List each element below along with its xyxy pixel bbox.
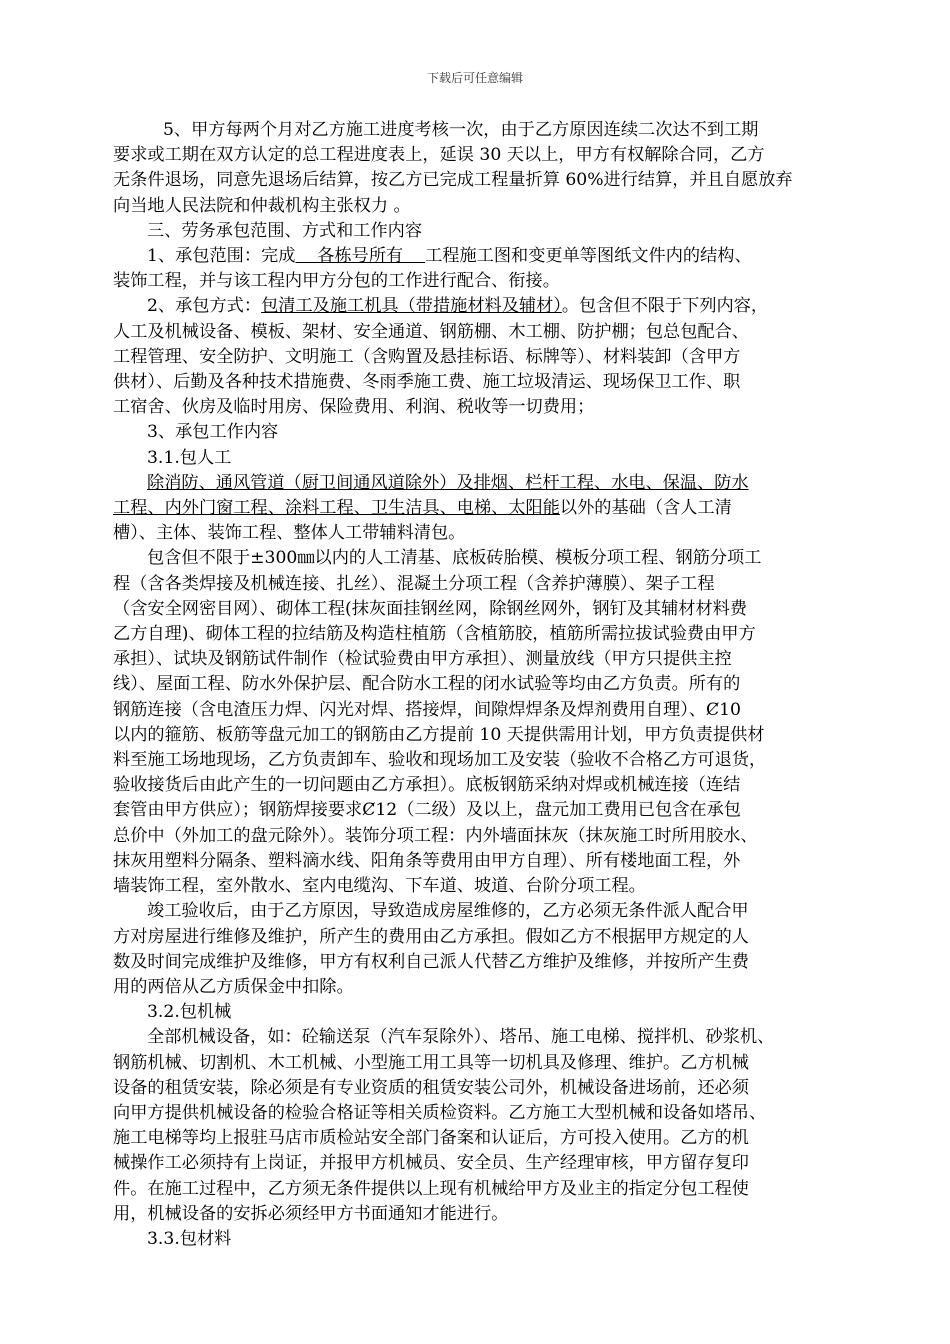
paragraph-line bbox=[113, 471, 848, 496]
text-run: 2、承包方式： bbox=[147, 296, 262, 317]
paragraph-line: 人工及机械设备、模板、架材、安全通道、钢筋棚、木工棚、防护棚；包总包配合、 bbox=[113, 321, 749, 342]
underlined-text: 工程、内外门窗工程、涂料工程、卫生洁具、电梯、太阳能 bbox=[113, 498, 560, 519]
paragraph-line: 5、甲方每两个月对乙方施工进度考核一次，由于乙方原因连续二次达不到工期 bbox=[163, 120, 759, 140]
subsection-heading: 3.1.包人工 bbox=[147, 447, 232, 468]
paragraph-line: （含安全网密目网）、砌体工程(抹灰面挂钢丝网，除钢丝网外，钢钉及其辅材材料费 bbox=[113, 598, 748, 619]
paragraph-line: 以内的箍筋、板筋等盘元加工的钢筋由乙方提前 10 天提供需用计划，甲方负责提供材 bbox=[113, 724, 765, 745]
paragraph-line: 设备的租赁安装，除必须是有专业资质的租赁安装公司外，机械设备进场前，还必须 bbox=[113, 1077, 749, 1098]
paragraph-line: 抹灰用塑料分隔条、塑料滴水线、阳角条等费用由甲方自理）、所有楼地面工程，外 bbox=[113, 850, 741, 871]
paragraph-line: 钢筋连接（含电渣压力焊、闪光对焊、搭接焊，间隙焊焊条及焊剂费用自理）、Ȼ10 bbox=[113, 699, 741, 720]
subsection-heading: 3.2.包机械 bbox=[147, 1002, 232, 1023]
paragraph-line: 无条件退场，同意先退场后结算，按乙方已完成工程量折算 60%进行结算，并且自愿放弃 bbox=[113, 170, 793, 191]
paragraph-line: 套管由甲方供应）；钢筋焊接要求Ȼ12（二级）及以上，盘元加工费用已包含在承包 bbox=[113, 800, 741, 821]
paragraph-line: 全部机械设备，如：砼输送泵（汽车泵除外）、塔吊、施工电梯、搅拌机、砂浆机、 bbox=[147, 1027, 775, 1048]
text-run: 工程施工图和变更单等图纸文件内的结构、 bbox=[425, 246, 752, 267]
text-run: 1、承包范围：完成 bbox=[147, 246, 296, 267]
paragraph-line: 向当地人民法院和仲裁机构主张权力 。 bbox=[113, 195, 411, 216]
underlined-text: 包清工及施工机具（带措施材料及辅材） bbox=[261, 296, 562, 317]
paragraph-line: 施工电梯等均上报驻马店市质检站安全部门备案和认证后，方可投入使用。乙方的机 bbox=[113, 1128, 749, 1149]
paragraph-line: 钢筋机械、切割机、木工机械、小型施工用工具等一切机具及修理、维护。乙方机械 bbox=[113, 1052, 749, 1073]
paragraph-line: 要求或工期在双方认定的总工程进度表上，延误 30 天以上，甲方有权解除合同，乙方 bbox=[113, 145, 765, 166]
paragraph-line: 乙方自理)、砌体工程的拉结筋及构造柱植筋（含植筋胶，植筋所需拉拔试验费由甲方 bbox=[113, 624, 756, 645]
paragraph-line: 数及时间完成维护及维修，甲方有权利自己派人代替乙方维护及维修，并按所产生费 bbox=[113, 951, 749, 972]
paragraph-line: 线）、屋面工程、防水外保护层、配合防水工程的闭水试验等均由乙方负责。所有的 bbox=[113, 674, 741, 695]
paragraph-line: 程（含各类焊接及机械连接、扎丝）、混凝土分项工程（含养护薄膜）、架子工程 bbox=[113, 573, 715, 594]
paragraph-line: 装饰工程，并与该工程内甲方分包的工作进行配合、衔接。 bbox=[113, 271, 560, 292]
paragraph-line: 验收接货后由此产生的一切问题由乙方承担）。底板钢筋采纳对焊或机械连接（连结 bbox=[113, 775, 741, 796]
paragraph-line: 承担）、试块及钢筋试件制作（检试验费由甲方承担）、测量放线（甲方只提供主控 bbox=[113, 649, 732, 670]
text-run: 以外的基础（含人工清 bbox=[559, 498, 732, 519]
paragraph-line: 件。在施工过程中，乙方须无条件提供以上现有机械给甲方及业主的指定分包工程使 bbox=[113, 1178, 749, 1199]
paragraph-line: 工程管理、安全防护、文明施工（含购置及悬挂标语、标牌等）、材料装卸（含甲方 bbox=[113, 346, 741, 367]
paragraph-line: 用的两倍从乙方质保金中扣除。 bbox=[113, 976, 354, 997]
paragraph-line: 用，机械设备的安拆必须经甲方书面通知才能进行。 bbox=[113, 1203, 509, 1224]
section-heading: 三、劳务承包范围、方式和工作内容 bbox=[147, 220, 423, 241]
paragraph-line: 械操作工必须持有上岗证，并报甲方机械员、安全员、生产经理审核，甲方留存复印 bbox=[113, 1153, 749, 1174]
subsection-heading: 3.3.包材料 bbox=[147, 1228, 232, 1249]
paragraph-line: 槽）、主体、装饰工程、整体人工带辅料清包。 bbox=[113, 523, 466, 544]
paragraph-line: 包含但不限于±300㎜以内的人工清基、底板砖胎模、模板分项工程、钢筋分项工 bbox=[147, 548, 762, 569]
text-run: 。包含但不限于下列内容， bbox=[561, 296, 769, 317]
paragraph-line: 竣工验收后，由于乙方原因，导致造成房屋维修的，乙方必须无条件派人配合甲 bbox=[147, 901, 749, 922]
paragraph-line: 墙装饰工程，室外散水、室内电缆沟、下车道、坡道、台阶分项工程。 bbox=[113, 876, 646, 897]
underlined-text: 各栋号所有 bbox=[295, 246, 426, 267]
paragraph-line: 工宿舍、伙房及临时用房、保险费用、利润、税收等一切费用； bbox=[113, 397, 595, 418]
underlined-text: 除消防、通风管道（厨卫间通风道除外）及排烟、栏杆工程、水电、保温、防水 bbox=[147, 472, 749, 493]
document-body bbox=[113, 118, 848, 1252]
paragraph-line: 方对房屋进行维修及维护，所产生的费用由乙方承担。假如乙方不根据甲方规定的人 bbox=[113, 926, 749, 947]
paragraph-line: 总价中（外加工的盘元除外）。装饰分项工程：内外墙面抹灰（抹灰施工时所用胶水、 bbox=[113, 825, 758, 846]
paragraph-line: 料至施工场地现场，乙方负责卸车、验收和现场加工及安装（验收不合格乙方可退货， bbox=[113, 750, 767, 771]
paragraph-line bbox=[113, 294, 848, 319]
paragraph-line: 向甲方提供机械设备的检验合格证等相关质检资料。乙方施工大型机械和设备如塔吊、 bbox=[113, 1102, 767, 1123]
paragraph-line bbox=[113, 244, 848, 269]
subsection-heading: 3、承包工作内容 bbox=[147, 422, 279, 443]
paragraph-line: 供材）、后勤及各种技术措施费、冬雨季施工费、施工垃圾清运、现场保卫工作、职 bbox=[113, 372, 741, 393]
header-watermark: 下载后可任意编辑 bbox=[426, 71, 523, 85]
paragraph-line bbox=[113, 496, 848, 521]
